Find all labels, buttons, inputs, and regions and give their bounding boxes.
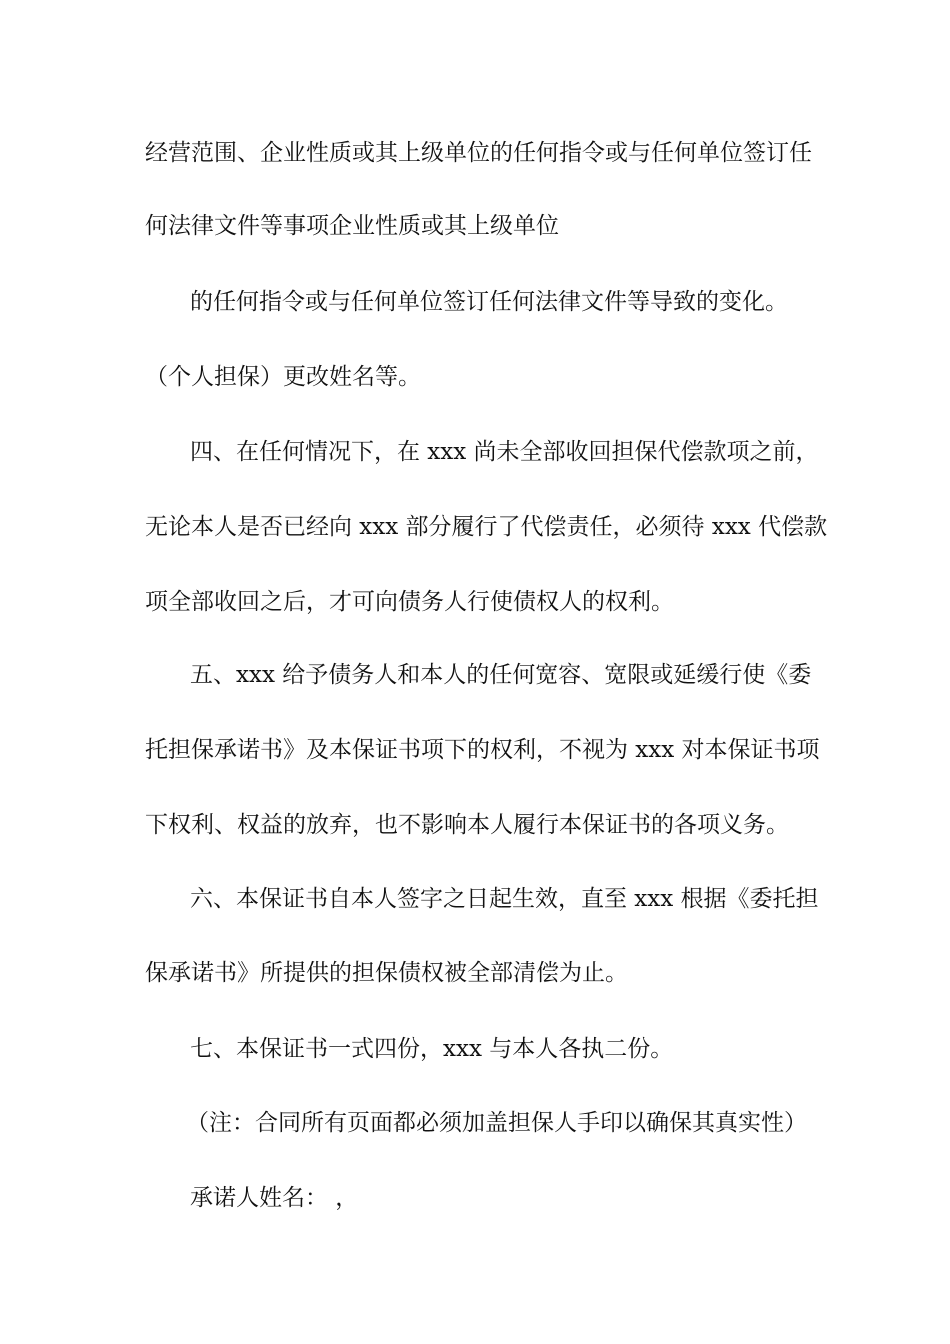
text-line: 托担保承诺书》及本保证书项下的权利，不视为 xxx 对本保证书项 bbox=[145, 737, 820, 763]
text-line: 无论本人是否已经向 xxx 部分履行了代偿责任，必须待 xxx 代偿款 bbox=[145, 514, 828, 540]
text-line: 四、在任何情况下，在 xxx 尚未全部收回担保代偿款项之前， bbox=[190, 439, 819, 465]
text-line: 何法律文件等事项企业性质或其上级单位 bbox=[145, 213, 559, 239]
text-line: （个人担保）更改姓名等。 bbox=[145, 364, 421, 390]
text-line: 项全部收回之后，才可向债务人行使债权人的权利。 bbox=[145, 589, 674, 615]
signature-name-line: 承诺人姓名： ， bbox=[190, 1185, 359, 1211]
text-line: 下权利、权益的放弃，也不影响本人履行本保证书的各项义务。 bbox=[145, 812, 789, 838]
text-line: 五、xxx 给予债务人和本人的任何宽容、宽限或延缓行使《委 bbox=[190, 662, 812, 688]
text-line: 保承诺书》所提供的担保债权被全部清偿为止。 bbox=[145, 960, 628, 986]
text-line: 的任何指令或与任何单位签订任何法律文件等导致的变化。 bbox=[190, 289, 788, 315]
note-line: （注：合同所有页面都必须加盖担保人手印以确保其真实性） bbox=[186, 1110, 807, 1136]
text-line: 七、本保证书一式四份，xxx 与本人各执二份。 bbox=[190, 1036, 674, 1062]
text-line: 经营范围、企业性质或其上级单位的任何指令或与任何单位签订任 bbox=[145, 140, 812, 166]
text-line: 六、本保证书自本人签字之日起生效，直至 xxx 根据《委托担 bbox=[190, 886, 819, 912]
